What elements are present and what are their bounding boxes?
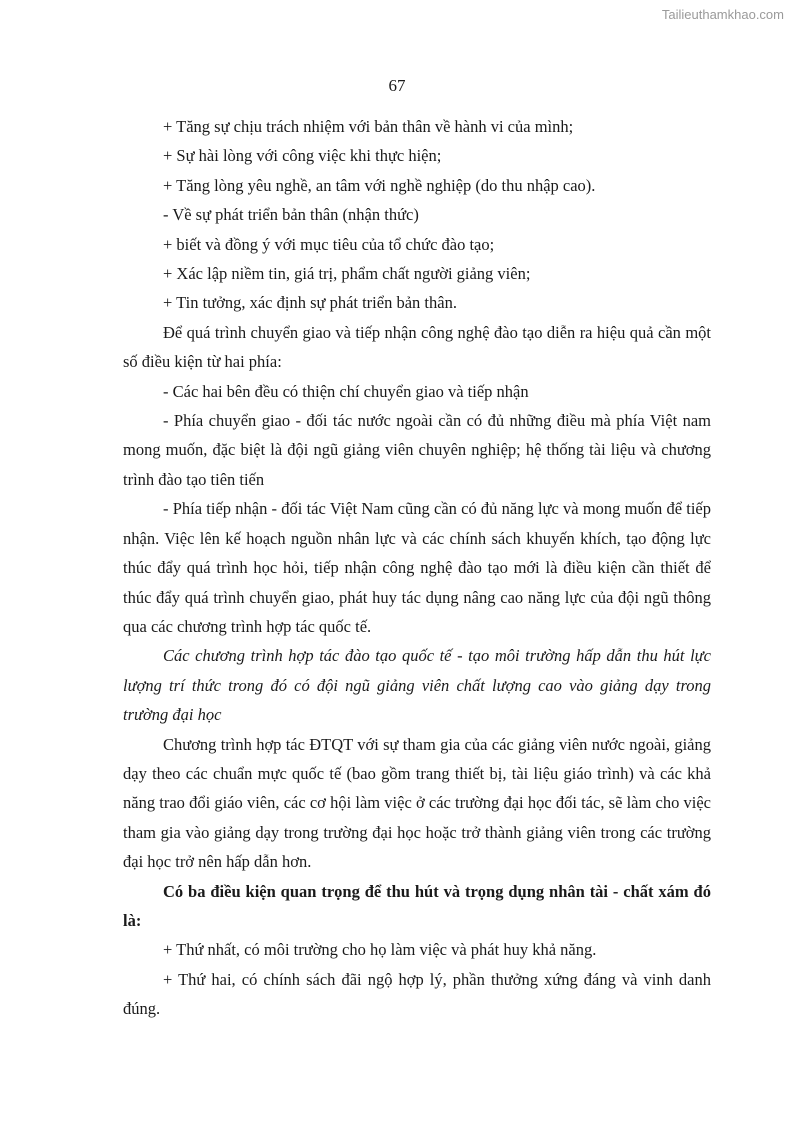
paragraph-bold-heading: Có ba điều kiện quan trọng để thu hút và trọng dụng nhân tài - chất xám đó là: <box>123 881 711 930</box>
paragraph: + Thứ nhất, có môi trường cho họ làm việc và phát huy khả năng. <box>163 940 597 960</box>
paragraph: + Tăng sự chịu trách nhiệm với bản thân về hành vi của mình; <box>163 117 574 136</box>
watermark-text: Tailieuthamkhao.com <box>661 7 784 22</box>
paragraph: + Tin tưởng, xác định sự phát triển bản thân. <box>163 293 457 313</box>
paragraph: Để quá trình chuyển giao và tiếp nhận công nghệ đào tạo diễn ra hiệu quả cần một số điều kiện từ hai phía: <box>123 322 711 372</box>
paragraph: Chương trình hợp tác ĐTQT với sự tham gia của các giảng viên nước ngoài, giảng dạy theo các chuẩn mực quốc tế (bao gồm trang thiết bị, tài liệu giáo trình) và các khả năng trao đổi giáo viên, các cơ hội làm việc ở các trường đại học đối tác, sẽ làm cho việc tham gia vào giảng dạy trong trường đại học hoặc trở thành giảng viên trong các trường đại học trở nên hấp dẫn hơn. <box>123 734 711 872</box>
paragraph-italic-heading: Các chương trình hợp tác đào tạo quốc tế - tạo môi trường hấp dẫn thu hút lực lượng trí thức trong đó có đội ngũ giảng viên chất lượng cao vào giảng dạy trong trường đại học <box>123 646 711 725</box>
paragraph: - Phía tiếp nhận - đối tác Việt Nam cũng cần có đủ năng lực và mong muốn để tiếp nhận. Việc lên kế hoạch nguồn nhân lực và các chính sách khuyến khích, tạo động lực thúc đẩy quá trình học hỏi, tiếp nhận công nghệ đào tạo mới là điều kiện cần thiết để thúc đẩy quá trình chuyển giao, phát huy tác dụng nâng cao năng lực của đội ngũ thông qua các chương trình hợp tác quốc tế. <box>123 499 711 636</box>
paragraph: + Thứ hai, có chính sách đãi ngộ hợp lý, phần thưởng xứng đáng và vinh danh đúng. <box>123 969 711 1019</box>
paragraph: + biết và đồng ý với mục tiêu của tổ chức đào tạo; <box>163 234 495 254</box>
paragraph: + Sự hài lòng với công việc khi thực hiện; <box>163 146 442 166</box>
paragraph: - Các hai bên đều có thiện chí chuyển giao và tiếp nhận <box>163 381 529 401</box>
paragraph: - Về sự phát triển bản thân (nhận thức) <box>163 205 419 225</box>
paragraph: + Tăng lòng yêu nghề, an tâm với nghề nghiệp (do thu nhập cao). <box>163 175 596 195</box>
paragraph: - Phía chuyển giao - đối tác nước ngoài cần có đủ những điều mà phía Việt nam mong muốn, đặc biệt là đội ngũ giảng viên chuyên nghiệp; hệ thống tài liệu và chương trình đào tạo tiên tiến <box>123 411 711 489</box>
paragraph: + Xác lập niềm tin, giá trị, phẩm chất người giảng viên; <box>163 264 531 284</box>
document-body <box>123 112 711 1024</box>
page-number: 67 <box>388 76 406 95</box>
